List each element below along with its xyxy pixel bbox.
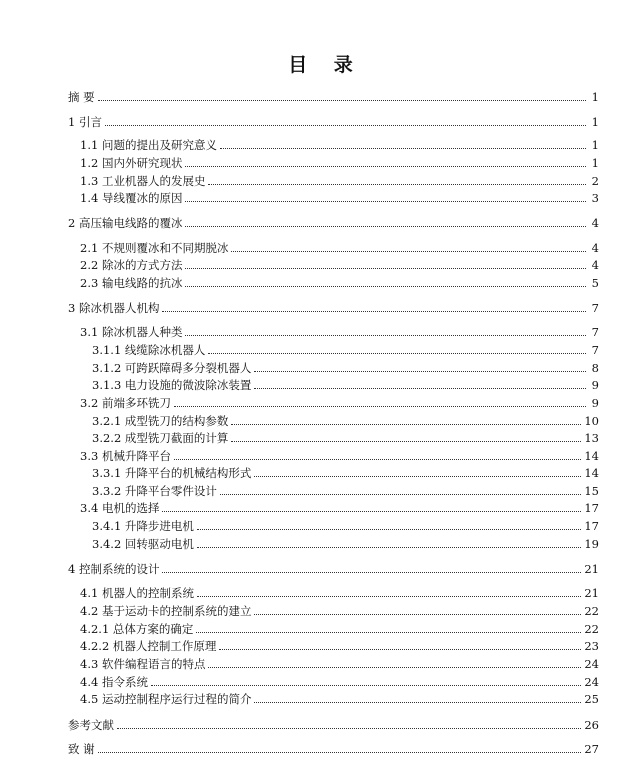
toc-dot-leader [98,752,582,753]
toc-page-number: 25 [584,692,599,706]
toc-entry-title: 致 谢 [68,742,95,756]
toc-page-number: 9 [591,396,599,410]
toc-page-number: 10 [584,414,599,428]
toc-entry-references[interactable] [68,716,599,734]
toc-dot-leader [254,476,581,477]
toc-entry-title: 参考文献 [68,718,114,732]
toc-page-number: 24 [584,675,599,689]
toc-dot-leader [185,286,586,287]
toc-page-number: 1 [591,138,599,152]
toc-page-number: 5 [591,276,599,290]
toc-dot-leader [254,614,581,615]
toc-dot-leader [197,529,581,530]
toc-page-number: 21 [584,586,599,600]
toc-dot-leader [185,166,586,167]
toc-entry-title: 1.3 工业机器人的发展史 [80,174,206,188]
toc-entry-3-3[interactable] [80,447,599,465]
toc-entry-title: 3.4.1 升降步进电机 [92,519,194,533]
toc-entry-3-1[interactable] [80,323,599,341]
toc-entry-title: 1 引言 [68,115,102,129]
toc-entry-title: 1.1 问题的提出及研究意义 [80,138,217,152]
toc-entry-chapter-2[interactable] [68,214,599,232]
toc-entry-1-1[interactable] [80,136,599,154]
toc-entry-title: 4.2 基于运动卡的控制系统的建立 [80,604,252,618]
toc-page-number: 7 [591,343,599,357]
toc-dot-leader [185,335,586,336]
toc-entry-title: 4 控制系统的设计 [68,562,160,576]
toc-dot-leader [117,728,581,729]
toc-entry-chapter-4[interactable] [68,560,599,578]
toc-entry-title: 4.4 指令系统 [80,675,148,689]
toc-dot-leader [162,311,586,312]
toc-entry-2-2[interactable] [80,256,599,274]
toc-entry-4-3[interactable] [80,655,599,673]
toc-page-number: 7 [591,301,599,315]
toc-entry-title: 4.3 软件编程语言的特点 [80,657,206,671]
toc-entry-3-2-2[interactable] [92,429,599,447]
toc-dot-leader [162,511,581,512]
toc-dot-leader [151,685,581,686]
toc-page-number: 19 [584,537,599,551]
toc-entry-title: 1.2 国内外研究现状 [80,156,183,170]
toc-entry-acknowledgements[interactable] [68,740,599,758]
toc-dot-leader [219,649,581,650]
toc-entry-2-1[interactable] [80,239,599,257]
toc-entry-1-2[interactable] [80,154,599,172]
page-title: 目 录 [288,54,363,76]
toc-dot-leader [208,353,586,354]
toc-entry-title: 3.3 机械升降平台 [80,449,171,463]
toc-dot-leader [174,406,586,407]
toc-page-number: 21 [584,562,599,576]
toc-entry-3-3-1[interactable] [92,464,599,482]
toc-dot-leader [254,371,586,372]
toc-entry-title: 2.2 除冰的方式方法 [80,258,183,272]
toc-page-number: 14 [584,449,599,463]
toc-entry-title: 4.2.1 总体方案的确定 [80,622,194,636]
toc-entry-title: 2.1 不规则覆冰和不同期脱冰 [80,241,229,255]
toc-entry-3-1-3[interactable] [92,376,599,394]
toc-entry-title: 3.1.2 可跨跃障碍多分裂机器人 [92,361,252,375]
toc-entry-4-1[interactable] [80,584,599,602]
toc-page-number: 17 [584,501,599,515]
toc-entry-title: 3.1.1 线缆除冰机器人 [92,343,206,357]
toc-dot-leader [254,388,586,389]
toc-entry-title: 4.5 运动控制程序运行过程的简介 [80,692,252,706]
toc-page-number: 2 [591,174,599,188]
toc-entry-3-2-1[interactable] [92,412,599,430]
toc-page-number: 27 [584,742,599,756]
toc-dot-leader [220,148,586,149]
toc-page-number: 8 [591,361,599,375]
toc-dot-leader [185,226,586,227]
toc-entry-title: 3.2.2 成型铣刀截面的计算 [92,431,229,445]
toc-page-number: 22 [584,622,599,636]
toc-dot-leader [208,184,586,185]
toc-dot-leader [98,100,586,101]
toc-page-number: 4 [591,216,599,230]
toc-entry-3-2[interactable] [80,394,599,412]
toc-entry-title: 摘 要 [68,90,95,104]
toc-entry-3-1-2[interactable] [92,359,599,377]
toc-dot-leader [231,441,581,442]
toc-page-number: 7 [591,325,599,339]
toc-dot-leader [220,494,581,495]
toc-entry-title: 2 高压输电线路的覆冰 [68,216,183,230]
toc-dot-leader [174,459,581,460]
toc-dot-leader [196,632,581,633]
toc-page-number: 14 [584,466,599,480]
toc-page-number: 23 [584,639,599,653]
toc-dot-leader [185,201,586,202]
toc-page-number: 15 [584,484,599,498]
toc-page-number: 17 [584,519,599,533]
toc-entry-3-4-2[interactable] [92,535,599,553]
toc-entry-4-2-1[interactable] [80,620,599,638]
toc-entry-title: 3.2 前端多环铣刀 [80,396,171,410]
toc-dot-leader [185,268,586,269]
toc-page-number: 1 [591,90,599,104]
toc-entry-4-2[interactable] [80,602,599,620]
toc-entry-4-5[interactable] [80,690,599,708]
toc-entry-3-3-2[interactable] [92,482,599,500]
toc-entry-title: 3 除冰机器人机构 [68,301,160,315]
toc-page-number: 26 [584,718,599,732]
toc-dot-leader [197,547,581,548]
toc-entry-3-4[interactable] [80,499,599,517]
toc-dot-leader [162,572,581,573]
toc-entry-title: 3.4.2 回转驱动电机 [92,537,194,551]
toc-dot-leader [105,125,586,126]
toc-page-number: 4 [591,258,599,272]
toc-dot-leader [197,596,581,597]
toc-entry-2-3[interactable] [80,274,599,292]
toc-entry-abstract[interactable] [68,88,599,106]
toc-entry-title: 3.2.1 成型铣刀的结构参数 [92,414,229,428]
toc-entry-4-2-2[interactable] [80,637,599,655]
toc-entry-1-3[interactable] [80,172,599,190]
toc-entry-3-1-1[interactable] [92,341,599,359]
toc-page-number: 24 [584,657,599,671]
toc-entry-title: 3.3.1 升降平台的机械结构形式 [92,466,252,480]
toc-page-number: 3 [591,191,599,205]
toc-entry-title: 1.4 导线覆冰的原因 [80,191,183,205]
toc-page-number: 13 [584,431,599,445]
toc-entry-title: 3.1.3 电力设施的微波除冰装置 [92,378,252,392]
toc-entry-title: 4.1 机器人的控制系统 [80,586,194,600]
toc-entry-title: 3.1 除冰机器人种类 [80,325,183,339]
toc-entry-1-4[interactable] [80,189,599,207]
toc-dot-leader [231,251,586,252]
toc-entry-chapter-1[interactable] [68,113,599,131]
toc-entry-3-4-1[interactable] [92,517,599,535]
toc-dot-leader [208,667,581,668]
toc-entry-title: 3.3.2 升降平台零件设计 [92,484,217,498]
toc-page-number: 9 [591,378,599,392]
toc-entry-chapter-3[interactable] [68,299,599,317]
toc-entry-title: 3.4 电机的选择 [80,501,160,515]
toc-page-number: 1 [591,115,599,129]
toc-dot-leader [231,424,581,425]
toc-entry-title: 2.3 输电线路的抗冰 [80,276,183,290]
toc-page-number: 22 [584,604,599,618]
toc-dot-leader [254,702,581,703]
toc-entry-title: 4.2.2 机器人控制工作原理 [80,639,217,653]
toc-entry-4-4[interactable] [80,673,599,691]
toc-page-number: 1 [591,156,599,170]
toc-page-number: 4 [591,241,599,255]
